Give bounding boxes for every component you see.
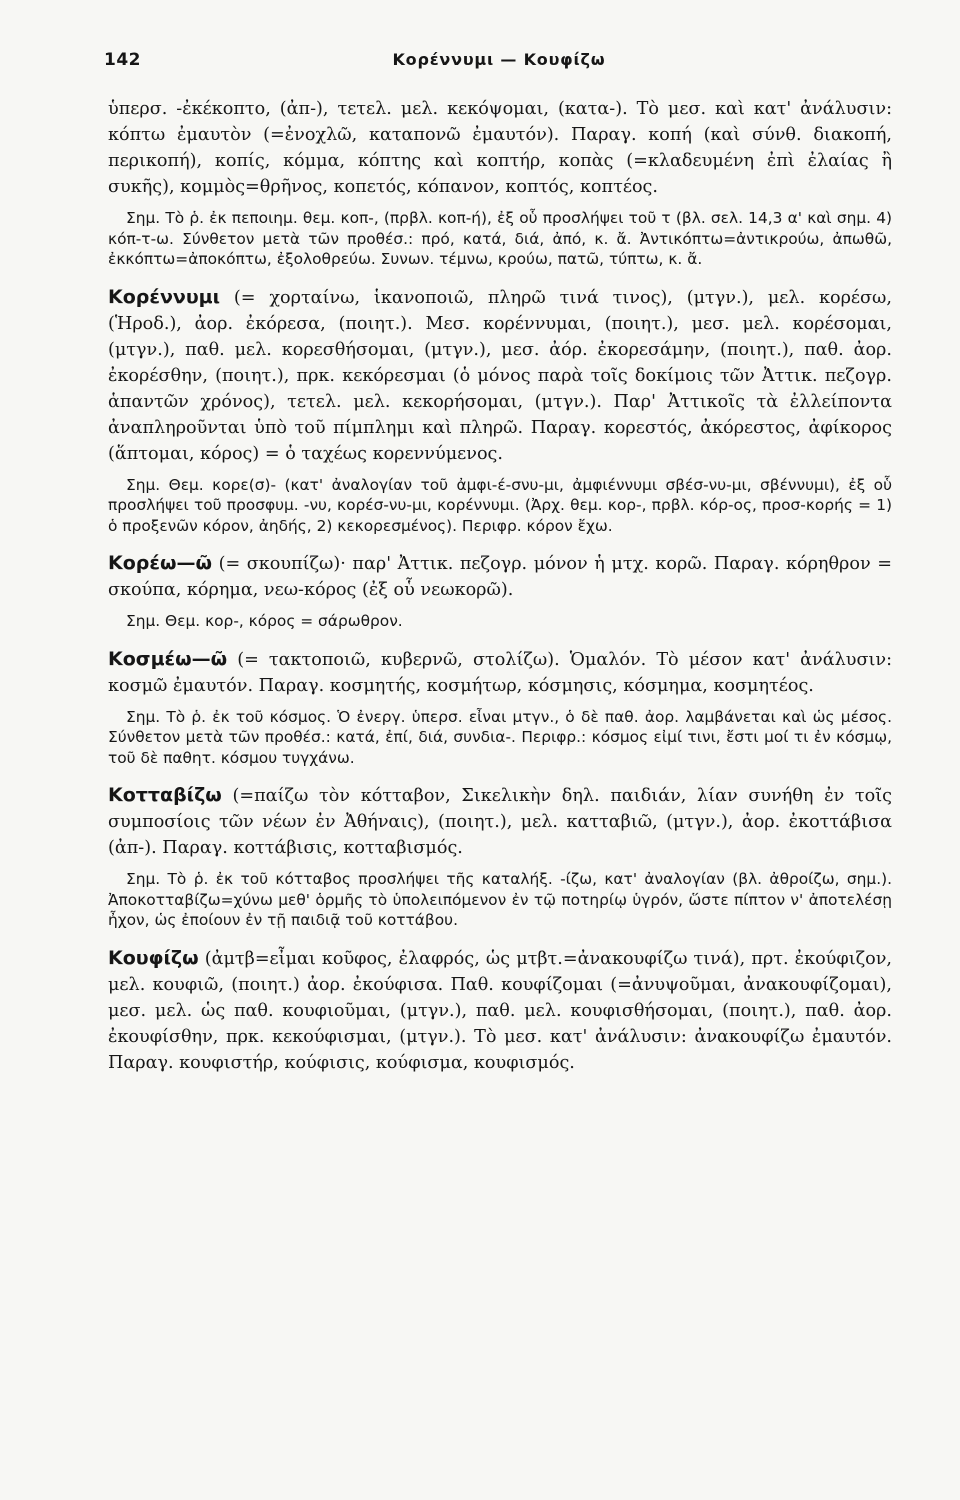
entry-text: (= τακτοποιῶ, κυβερνῶ, στολίζω). Ὁμαλόν. Τὸ μέσον κατ' ἀνάλυσιν: κοσμῶ ἐμαυτόν. Παραγ. κοσμητής, κοσμήτωρ, κόσμησις, κόσμημα, κοσμητέος. [108, 649, 892, 696]
entry-kosmeo [108, 646, 892, 769]
entries [108, 96, 892, 1076]
header-title: Κορέννυμι — Κουφίζω [392, 50, 606, 69]
entry-body [108, 550, 892, 603]
headword: Κορέω—ῶ [108, 552, 212, 574]
page-number: 142 [104, 50, 141, 70]
entry-body [108, 782, 892, 861]
headword: Κουφίζω [108, 946, 199, 969]
entry-note: Σημ. Τὸ ῥ. ἐκ τοῦ κόσμος. Ὁ ἐνεργ. ὑπερσ. εἶναι μτγν., ὁ δὲ παθ. ἀορ. λαμβάνεται καὶ ὡς μέσος. Σύνθετον μετὰ τῶν προθέσ.: κατά, ἐπί, διά, συνδια-. Περιφρ.: κόσμος εἰμί τινι, ἔστι μοί τι ἐν κόσμῳ, τοῦ δὲ παθητ. κόσμου τυγχάνω. [108, 707, 892, 767]
entry-koreo [108, 550, 892, 632]
headword: Κοσμέω—ῶ [108, 647, 228, 670]
entry-kopto-continued [108, 96, 892, 270]
entry-text: (ἀμτβ=εἶμαι κοῦφος, ἐλαφρός, ὡς μτβτ.=ἀνακουφίζω τινά), πρτ. ἐκούφιζον, μελ. κουφιῶ, (ποιητ.) ἀορ. ἐκούφισα. Παθ. κουφίζομαι (=ἀνυψοῦμαι, ἀνακουφίζομαι), μεσ. μελ. ὡς παθ. κουφιοῦμαι, (μτγν.), παθ. μελ. κουφισθήσομαι, (ποιητ.), παθ. ἀορ. ἐκουφίσθην, πρκ. κεκούφισμαι, (μτγν.). Τὸ μεσ. κατ' ἀνάλυσιν: ἀνακουφίζω ἐμαυτόν. Παραγ. κουφιστήρ, κούφισις, κούφισμα, κουφισμός. [108, 948, 893, 1073]
entry-korennymi [108, 284, 892, 537]
entry-text: ὑπερσ. -ἐκέκοπτο, (ἀπ-), τετελ. μελ. κεκόψομαι, (κατα-). Τὸ μεσ. καὶ κατ' ἀνάλυσιν: κόπτω ἐμαυτὸν (=ἐνοχλῶ, καταπονῶ ἐμαυτόν). Παραγ. κοπή (καὶ σύνθ. διακοπή, περικοπή), κοπίς, κόμμα, κόπτης καὶ κοπτήρ, κοπὰς (=κλαδευμένη ἐπὶ ἐλαίας ἢ συκῆς), κομμὸς=θρῆνος, κοπετός, κόπανον, κοπτός, κοπτέος. [108, 99, 892, 197]
entry-note: Σημ. Θεμ. κορ-, κόρος = σάρωθρον. [126, 612, 403, 630]
entry-text: (=παίζω τὸν κότταβον, Σικελικὴν δηλ. παιδιάν, λίαν συνήθη ἐν τοῖς συμποσίοις τῶν νέων ἐν Ἀθήναις), (ποιητ.), μελ. κατταβιῶ, (μτγν.), ἀορ. ἐκοττάβισα (ἀπ-). Παραγ. κοττάβισις, κοτταβισμός. [108, 786, 892, 858]
entry-note: Σημ. Θεμ. κορε(σ)- (κατ' ἀναλογίαν τοῦ ἀμφι-έ-σνυ-μι, ἀμφιέννυμι σβέσ-νυ-μι, σβέννυμι), ἐξ οὗ προσλήψει τοῦ προσφυμ. -νυ, κορέσ-νυ-μι, κορέννυμι. (Ἀρχ. θεμ. κορ-, πρβλ. κόρ-ος, προσ-κορής = 1) ὁ προξενῶν κόρον, ἀηδής, 2) κεκορεσμένος). Περιφρ. κόρον ἔχω. [108, 475, 892, 535]
entry-text: (= χορταίνω, ἱκανοποιῶ, πληρῶ τινά τινος), (μτγν.), μελ. κορέσω, (Ἡροδ.), ἀορ. ἐκόρεσα, (ποιητ.). Μεσ. κορέννυμαι, (ποιητ.), μεσ. μελ. κορέσομαι, (μτγν.), παθ. μελ. κορεσθήσομαι, (μτγν.), μεσ. ἀόρ. ἐκορεσάμην, (ποιητ.), παθ. ἀορ. ἐκορέσθην, (ποιητ.), πρκ. κεκόρεσμαι (ὁ μόνος παρὰ τοῖς δοκίμοις τῶν Ἀττικ. πεζογρ. ἁπαντῶν χρόνος), τετελ. μελ. κεκορήσομαι, (μτγν.). Παρ' Ἀττικοῖς τὰ ἐλλείποντα ἀναπληροῦνται ὑπὸ τοῦ πίμπλημι καὶ πληρῶ. Παραγ. κορεστός, ἀκόρεστος, ἀφίκορος (ἅπτομαι, κόρος) = ὁ ταχέως κορεννύμενος. [108, 287, 892, 464]
headword: Κοτταβίζω [108, 784, 222, 806]
entry-kottabizo [108, 782, 892, 931]
entry-kouphizo [108, 945, 892, 1076]
entry-note: Σημ. Τὸ ῥ. ἐκ τοῦ κότταβος προσλήψει τῆς καταλήξ. -ίζω, κατ' ἀναλογίαν (βλ. ἀθροίζω, σημ.). Ἀποκοτταβίζω=χύνω μεθ' ὁρμῆς τὸ ὑπολειπόμενον ἐν τῷ ποτηρίῳ ὑγρόν, ὥστε πίπτον ν' ἀποτελέσῃ ἦχον, ὡς ἐποίουν ἐν τῇ παιδιᾷ τοῦ κοττάβου. [108, 870, 892, 929]
entry-body [108, 284, 892, 467]
entry-text: (= σκουπίζω)· παρ' Ἀττικ. πεζογρ. μόνον ἡ μτχ. κορῶ. Παραγ. κόρηθρον = σκούπα, κόρημα, νεω-κόρος (ἐξ οὗ νεωκορῶ). [108, 554, 893, 600]
headword: Κορέννυμι [108, 285, 221, 308]
entry-body [108, 945, 892, 1076]
entry-body [108, 646, 892, 699]
running-head [106, 44, 892, 84]
entry-body [108, 96, 892, 200]
entry-note: Σημ. Τὸ ῥ. ἐκ πεποιημ. θεμ. κοπ-, (πρβλ. κοπ-ή), ἐξ οὗ προσλήψει τοῦ τ (βλ. σελ. 14,3 α' καὶ σημ. 4) κόπ-τ-ω. Σύνθετον μετὰ τῶν προθέσ.: πρό, κατά, διά, ἀπό, κ. ἄ. Ἀντικόπτω=ἀντικρούω, ἀπωθῶ, ἐκκόπτω=ἀποκόπτω, ἐξολοθρεύω. Συνων. τέμνω, κρούω, πατῶ, τύπτω, κ. ἄ. [108, 209, 892, 268]
